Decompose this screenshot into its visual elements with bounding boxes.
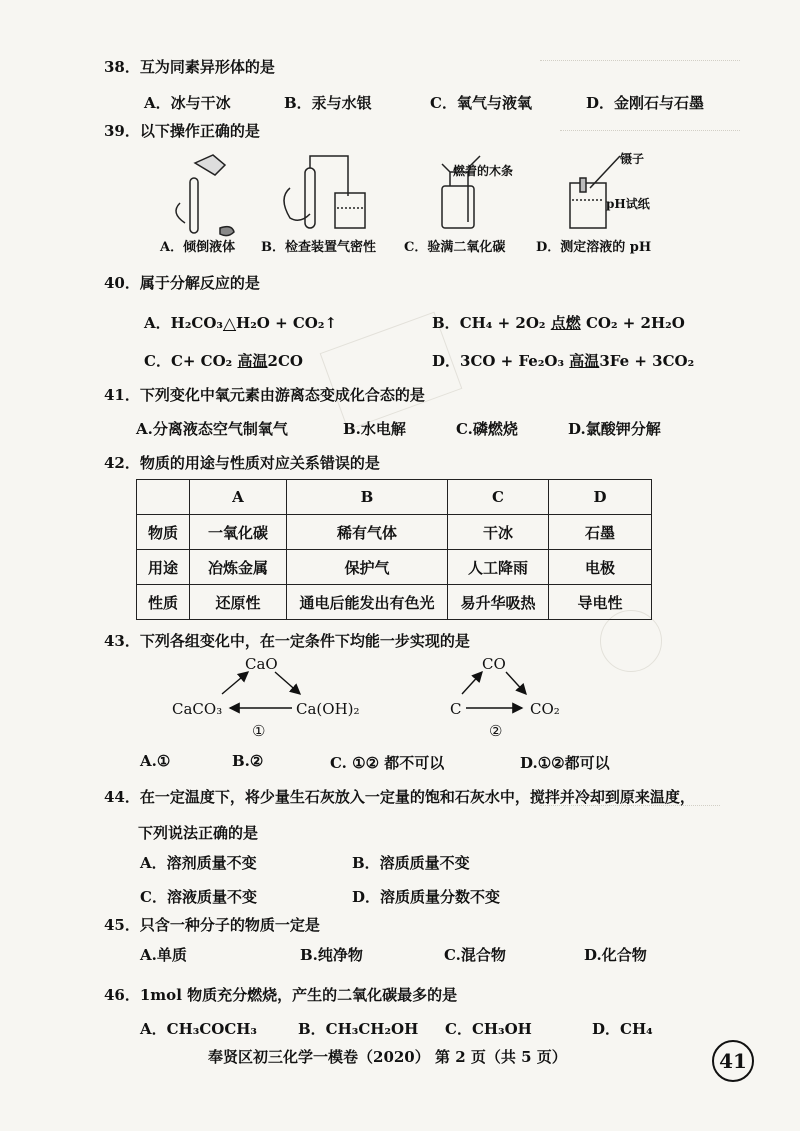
reactants: CH₄ + 2O₂	[459, 314, 546, 332]
table-header-row	[137, 480, 652, 515]
option-46-a: A．CH₃COCH₃	[140, 1020, 258, 1038]
option-44-c: C．溶液质量不变	[140, 888, 257, 906]
option-43-d: D.①②都可以	[520, 754, 610, 772]
diagram-2-number: ②	[489, 722, 503, 740]
table-cell: 用途	[137, 550, 190, 585]
option-39-b: B．检查装置气密性	[261, 240, 376, 255]
ph-paper-label: pH试纸	[606, 197, 650, 211]
reactants: C+ CO₂	[170, 352, 233, 370]
option-45-c: C.混合物	[444, 946, 506, 964]
bleed-through-mark	[560, 130, 740, 141]
table-cell: 通电后能发出有色光	[287, 585, 448, 620]
option-43-b: B.②	[232, 752, 264, 770]
table-cell: 导电性	[549, 585, 652, 620]
ph-test-illustration	[570, 156, 620, 228]
option-38-d: D．金刚石与石墨	[586, 94, 705, 112]
diagram-1-top: CaO	[245, 655, 278, 673]
question-44-stem-cont: 下列说法正确的是	[138, 824, 259, 842]
option-prefix: A．	[144, 314, 171, 332]
option-39-c: C．验满二氧化碳	[404, 240, 506, 255]
table-header-cell: B	[287, 480, 448, 515]
airtightness-check-illustration	[284, 156, 365, 228]
diagram-2-left: C	[450, 700, 462, 718]
option-41-c: C.磷燃烧	[456, 420, 518, 438]
diagram-2-top: CO	[482, 655, 506, 673]
table-cell: 冶炼金属	[190, 550, 287, 585]
option-46-c: C．CH₃OH	[445, 1020, 532, 1038]
option-45-a: A.单质	[140, 946, 187, 964]
option-41-d: D.氯酸钾分解	[568, 420, 661, 438]
option-prefix: C．	[144, 352, 171, 370]
table-cell: 物质	[137, 515, 190, 550]
question-42-stem: 42．物质的用途与性质对应关系错误的是	[104, 454, 380, 472]
products: H₂O + CO₂↑	[236, 314, 338, 332]
option-40-d	[432, 350, 694, 371]
option-prefix: B．	[432, 314, 460, 332]
option-46-b: B．CH₃CH₂OH	[298, 1020, 419, 1038]
question-44-stem: 44．在一定温度下，将少量生石灰放入一定量的饱和石灰水中，搅拌并冷却到原来温度，	[104, 788, 695, 806]
diagram-1-left: CaCO₃	[172, 700, 223, 718]
table-header-cell: A	[190, 480, 287, 515]
question-40-stem: 40．属于分解反应的是	[104, 274, 260, 292]
page-footer: 奉贤区初三化学一模卷（2020） 第 2 页（共 5 页）	[208, 1048, 567, 1066]
table-header-cell: D	[549, 480, 652, 515]
option-prefix: D．	[432, 352, 461, 370]
conversion-diagrams	[170, 650, 570, 745]
option-39-d: D．测定溶液的 pH	[536, 240, 652, 255]
option-38-a: A．冰与干冰	[144, 94, 231, 112]
option-44-b: B．溶质质量不变	[352, 854, 470, 872]
diagram-1	[222, 672, 300, 708]
question-43-stem: 43．下列各组变化中，在一定条件下均能一步实现的是	[104, 632, 470, 650]
option-40-c	[144, 350, 303, 371]
option-45-b: B.纯净物	[300, 946, 363, 964]
table-cell: 性质	[137, 585, 190, 620]
ignite-condition: 点燃	[550, 314, 581, 332]
option-45-d: D.化合物	[584, 946, 647, 964]
diagram-2	[462, 672, 526, 708]
table-cell: 保护气	[287, 550, 448, 585]
bleed-through-mark	[540, 60, 740, 71]
products: 3Fe + 3CO₂	[599, 352, 695, 370]
table-cell: 稀有气体	[287, 515, 448, 550]
table-row	[137, 550, 652, 585]
tweezers-label: 镊子	[620, 152, 645, 166]
pouring-liquid-illustration	[176, 155, 234, 236]
option-43-c: C. ①② 都不可以	[330, 754, 445, 772]
table-cell	[137, 480, 190, 515]
option-43-a: A.①	[140, 752, 171, 770]
lab-operations-figure	[150, 148, 670, 238]
table-cell: 石墨	[549, 515, 652, 550]
option-44-a: A．溶剂质量不变	[140, 854, 257, 872]
table-cell: 人工降雨	[448, 550, 549, 585]
table-cell: 还原性	[190, 585, 287, 620]
heat-triangle-condition: △	[222, 314, 237, 334]
table-row	[137, 515, 652, 550]
arrow-c-to-co	[462, 672, 482, 694]
burning-stick-label: 燃着的木条	[453, 164, 514, 178]
option-41-b: B.水电解	[343, 420, 406, 438]
option-44-d: D．溶质质量分数不变	[352, 888, 501, 906]
option-38-c: C．氧气与液氧	[430, 94, 532, 112]
option-39-a: A．倾倒液体	[160, 240, 236, 255]
question-41-stem: 41．下列变化中氧元素由游离态变成化合态的是	[104, 386, 425, 404]
option-46-d: D．CH₄	[592, 1020, 653, 1038]
question-38-stem: 38．互为同素异形体的是	[104, 58, 275, 76]
table-cell: 易升华吸热	[448, 585, 549, 620]
table-cell: 一氧化碳	[190, 515, 287, 550]
table-row	[137, 585, 652, 620]
table-cell: 电极	[549, 550, 652, 585]
question-39-stem: 39．以下操作正确的是	[104, 122, 260, 140]
option-40-a	[144, 312, 337, 333]
arrow-co-to-co2	[506, 672, 526, 694]
page-badge: 41	[712, 1040, 754, 1082]
question-45-stem: 45．只含一种分子的物质一定是	[104, 916, 320, 934]
products: CO₂ + 2H₂O	[585, 314, 685, 332]
table-cell: 干冰	[448, 515, 549, 550]
reactants: 3CO + Fe₂O₃	[460, 352, 565, 370]
option-38-b: B．汞与水银	[284, 94, 372, 112]
products: 2CO	[267, 352, 303, 370]
high-temp-condition: 高温	[237, 352, 268, 370]
property-table	[136, 479, 652, 620]
diagram-1-number: ①	[252, 722, 266, 740]
option-41-a: A.分离液态空气制氧气	[136, 420, 288, 438]
option-40-b	[432, 312, 685, 333]
arrow-caco3-to-cao	[222, 672, 248, 694]
question-46-stem: 46．1mol 物质充分燃烧，产生的二氧化碳最多的是	[104, 986, 458, 1004]
arrow-cao-to-caoh2	[275, 672, 300, 694]
high-temp-condition: 高温	[569, 352, 600, 370]
diagram-1-right: Ca(OH)₂	[296, 700, 360, 718]
reactants: H₂CO₃	[170, 314, 223, 332]
diagram-2-right: CO₂	[530, 700, 560, 718]
table-header-cell: C	[448, 480, 549, 515]
